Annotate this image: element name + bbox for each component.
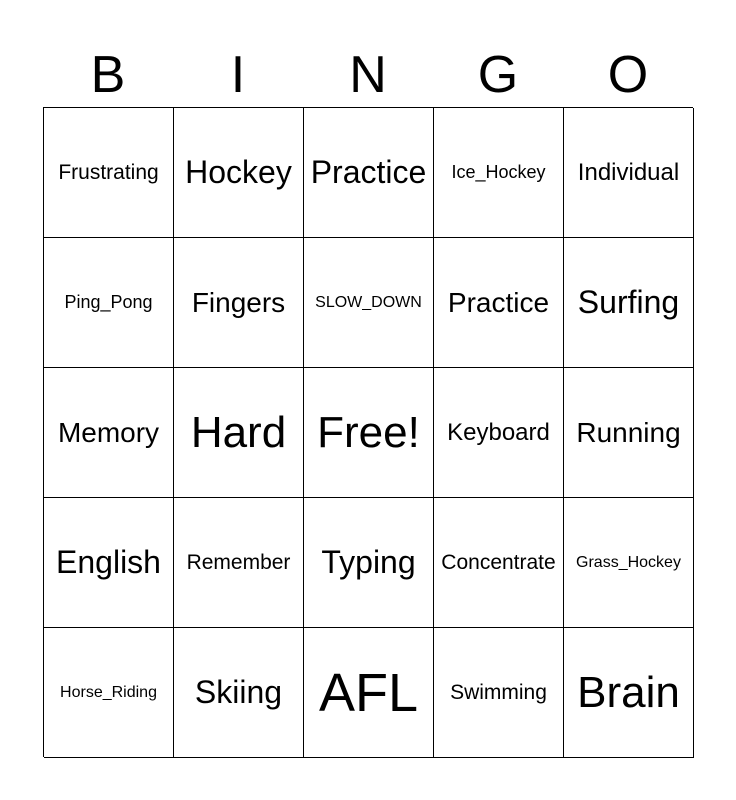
bingo-cell[interactable]: Brain	[564, 628, 694, 758]
free-space-cell[interactable]: Free!	[304, 368, 434, 498]
bingo-cell[interactable]: Memory	[44, 368, 174, 498]
bingo-cell[interactable]: AFL	[304, 628, 434, 758]
bingo-cell[interactable]: Frustrating	[44, 108, 174, 238]
bingo-cell[interactable]: Skiing	[174, 628, 304, 758]
bingo-cell[interactable]: Keyboard	[434, 368, 564, 498]
header-letter-i: I	[230, 46, 246, 104]
header-letter-o: O	[607, 46, 649, 104]
bingo-cell[interactable]: Swimming	[434, 628, 564, 758]
bingo-cell[interactable]: Individual	[564, 108, 694, 238]
bingo-cell[interactable]: Practice	[304, 108, 434, 238]
bingo-cell[interactable]: Grass_Hockey	[564, 498, 694, 628]
bingo-cell[interactable]: SLOW_DOWN	[304, 238, 434, 368]
bingo-cell[interactable]: English	[44, 498, 174, 628]
bingo-board	[43, 107, 693, 757]
header-letter-n: N	[349, 46, 387, 104]
bingo-cell[interactable]: Ice_Hockey	[434, 108, 564, 238]
bingo-cell[interactable]: Typing	[304, 498, 434, 628]
bingo-cell[interactable]: Hard	[174, 368, 304, 498]
bingo-cell[interactable]: Practice	[434, 238, 564, 368]
header-letter-b: B	[90, 46, 126, 104]
bingo-cell[interactable]: Running	[564, 368, 694, 498]
bingo-cell[interactable]: Horse_Riding	[44, 628, 174, 758]
bingo-cell[interactable]: Remember	[174, 498, 304, 628]
bingo-cell[interactable]: Hockey	[174, 108, 304, 238]
bingo-cell[interactable]: Ping_Pong	[44, 238, 174, 368]
bingo-cell[interactable]: Surfing	[564, 238, 694, 368]
header-letter-g: G	[477, 46, 519, 104]
bingo-cell[interactable]: Fingers	[174, 238, 304, 368]
bingo-cell[interactable]: Concentrate	[434, 498, 564, 628]
bingo-header	[43, 44, 693, 106]
